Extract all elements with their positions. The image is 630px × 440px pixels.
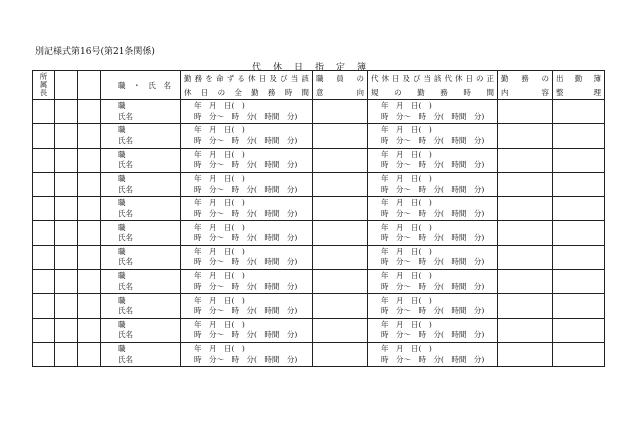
- header-shozokucho: [33, 71, 55, 100]
- shoku-label: 職: [118, 271, 126, 281]
- kinmu-cell[interactable]: [181, 124, 313, 148]
- header-shozokucho-label: 所 属 長: [39, 72, 48, 97]
- header-seiri-line2: 整 理: [556, 87, 601, 97]
- shokushimei-cell[interactable]: [101, 172, 181, 196]
- shimei-label: 氏名: [118, 208, 133, 218]
- shimei-label: 氏名: [118, 160, 133, 170]
- kinmu-time: 時 分～ 時 分( 時間 分): [194, 135, 298, 145]
- shoku-label: 職: [118, 198, 126, 208]
- header-blank-1: [55, 71, 78, 100]
- naiyou-cell[interactable]: [498, 148, 553, 172]
- shozokucho-cell[interactable]: [33, 342, 55, 366]
- header-shokushimei-label: 職 ・ 氏 名: [118, 80, 171, 90]
- shokushimei-cell[interactable]: [101, 245, 181, 269]
- shokushimei-cell[interactable]: [101, 294, 181, 318]
- shokushimei-cell[interactable]: [101, 100, 181, 124]
- table-row: [33, 172, 605, 196]
- header-seiri-line1: 出 勤 簿: [556, 73, 601, 83]
- kinmu-time: 時 分～ 時 分( 時間 分): [194, 281, 298, 291]
- kinmu-date: 年 月 日( ): [194, 222, 245, 232]
- shozokucho-cell[interactable]: [33, 245, 55, 269]
- seiri-cell[interactable]: [553, 100, 605, 124]
- shozokucho-cell[interactable]: [33, 318, 55, 342]
- kinmu-date: 年 月 日( ): [194, 344, 245, 354]
- daikyu-cell[interactable]: [368, 318, 498, 342]
- table-row: [33, 221, 605, 245]
- shimei-label: 氏名: [118, 281, 133, 291]
- shimei-label: 氏名: [118, 135, 133, 145]
- kinmu-time: 時 分～ 時 分( 時間 分): [194, 233, 298, 243]
- daikyu-date: 年 月 日( ): [381, 344, 432, 354]
- shoku-label: 職: [118, 246, 126, 256]
- daikyu-date: 年 月 日( ): [381, 101, 432, 111]
- kinmu-date: 年 月 日( ): [194, 174, 245, 184]
- kinmu-date: 年 月 日( ): [194, 198, 245, 208]
- blank-cell-2[interactable]: [78, 148, 101, 172]
- kinmu-date: 年 月 日( ): [194, 271, 245, 281]
- header-naiyou-line2: 内 容: [501, 87, 549, 97]
- kinmu-time: 時 分～ 時 分( 時間 分): [194, 330, 298, 340]
- blank-cell-2[interactable]: [78, 318, 101, 342]
- blank-cell-2[interactable]: [78, 342, 101, 366]
- blank-cell-1[interactable]: [55, 318, 78, 342]
- ikou-cell[interactable]: [313, 148, 368, 172]
- ikou-cell[interactable]: [313, 294, 368, 318]
- ikou-cell[interactable]: [313, 245, 368, 269]
- kinmu-date: 年 月 日( ): [194, 101, 245, 111]
- seiri-cell[interactable]: [553, 270, 605, 294]
- shimei-label: 氏名: [118, 233, 133, 243]
- daikyu-cell[interactable]: [368, 197, 498, 221]
- table-row: [33, 318, 605, 342]
- blank-cell-2[interactable]: [78, 270, 101, 294]
- shokushimei-cell[interactable]: [101, 221, 181, 245]
- seiri-cell[interactable]: [553, 294, 605, 318]
- ikou-cell[interactable]: [313, 270, 368, 294]
- blank-cell-2[interactable]: [78, 100, 101, 124]
- table-row: [33, 270, 605, 294]
- daikyu-time: 時 分～ 時 分( 時間 分): [381, 306, 485, 316]
- shokushimei-cell[interactable]: [101, 342, 181, 366]
- daikyu-time: 時 分～ 時 分( 時間 分): [381, 184, 485, 194]
- daikyu-date: 年 月 日( ): [381, 246, 432, 256]
- shoku-label: 職: [118, 174, 126, 184]
- shozokucho-cell[interactable]: [33, 197, 55, 221]
- header-naiyou-line1: 勤 務 の: [501, 73, 549, 83]
- seiri-cell[interactable]: [553, 245, 605, 269]
- shimei-label: 氏名: [118, 184, 133, 194]
- seiri-cell[interactable]: [553, 124, 605, 148]
- header-naiyou: [498, 71, 553, 100]
- header-ikou: [313, 71, 368, 100]
- daikyu-cell[interactable]: [368, 294, 498, 318]
- shimei-label: 氏名: [118, 330, 133, 340]
- header-daikyu-line1: 代 休 日 及 び 当 該 代 休 日 の 正: [371, 73, 494, 83]
- header-daikyu: [368, 71, 498, 100]
- shimei-label: 氏名: [118, 354, 133, 364]
- daikyu-date: 年 月 日( ): [381, 222, 432, 232]
- ikou-cell[interactable]: [313, 221, 368, 245]
- blank-cell-2[interactable]: [78, 197, 101, 221]
- table-header-row: [33, 71, 605, 100]
- daikyu-cell[interactable]: [368, 245, 498, 269]
- shokushimei-cell[interactable]: [101, 197, 181, 221]
- blank-cell-2[interactable]: [78, 294, 101, 318]
- daikyu-date: 年 月 日( ): [381, 174, 432, 184]
- shozokucho-cell[interactable]: [33, 124, 55, 148]
- shoku-label: 職: [118, 222, 126, 232]
- header-ikou-line2: 意 向: [316, 87, 364, 97]
- shoku-label: 職: [118, 295, 126, 305]
- blank-cell-1[interactable]: [55, 342, 78, 366]
- kinmu-date: 年 月 日( ): [194, 125, 245, 135]
- daikyu-table: [32, 70, 605, 367]
- header-shokushimei: [101, 71, 181, 100]
- daikyu-date: 年 月 日( ): [381, 271, 432, 281]
- shokushimei-cell[interactable]: [101, 270, 181, 294]
- naiyou-cell[interactable]: [498, 342, 553, 366]
- shokushimei-cell[interactable]: [101, 124, 181, 148]
- kinmu-time: 時 分～ 時 分( 時間 分): [194, 184, 298, 194]
- daikyu-time: 時 分～ 時 分( 時間 分): [381, 111, 485, 121]
- daikyu-date: 年 月 日( ): [381, 149, 432, 159]
- kinmu-time: 時 分～ 時 分( 時間 分): [194, 354, 298, 364]
- naiyou-cell[interactable]: [498, 197, 553, 221]
- daikyu-time: 時 分～ 時 分( 時間 分): [381, 257, 485, 267]
- kinmu-cell[interactable]: [181, 342, 313, 366]
- table-row: [33, 342, 605, 366]
- blank-cell-1[interactable]: [55, 270, 78, 294]
- daikyu-time: 時 分～ 時 分( 時間 分): [381, 330, 485, 340]
- ikou-cell[interactable]: [313, 124, 368, 148]
- kinmu-cell[interactable]: [181, 100, 313, 124]
- seiri-cell[interactable]: [553, 148, 605, 172]
- shimei-label: 氏名: [118, 257, 133, 267]
- daikyu-cell[interactable]: [368, 221, 498, 245]
- kinmu-time: 時 分～ 時 分( 時間 分): [194, 257, 298, 267]
- kinmu-cell[interactable]: [181, 318, 313, 342]
- shozokucho-cell[interactable]: [33, 100, 55, 124]
- ikou-cell[interactable]: [313, 318, 368, 342]
- blank-cell-1[interactable]: [55, 245, 78, 269]
- daikyu-cell[interactable]: [368, 148, 498, 172]
- shoku-label: 職: [118, 149, 126, 159]
- ikou-cell[interactable]: [313, 100, 368, 124]
- naiyou-cell[interactable]: [498, 100, 553, 124]
- kinmu-time: 時 分～ 時 分( 時間 分): [194, 160, 298, 170]
- daikyu-date: 年 月 日( ): [381, 319, 432, 329]
- header-seiri: [553, 71, 605, 100]
- daikyu-time: 時 分～ 時 分( 時間 分): [381, 160, 485, 170]
- header-ikou-line1: 職 員 の: [316, 73, 364, 83]
- daikyu-cell[interactable]: [368, 172, 498, 196]
- blank-cell-1[interactable]: [55, 197, 78, 221]
- shoku-label: 職: [118, 319, 126, 329]
- form-caption: 別記様式第16号(第21条関係): [35, 47, 155, 57]
- daikyu-cell[interactable]: [368, 270, 498, 294]
- header-kinmu-line2: 休 日 の 全 勤 務 時 間: [184, 87, 309, 97]
- blank-cell-2[interactable]: [78, 172, 101, 196]
- kinmu-cell[interactable]: [181, 270, 313, 294]
- shimei-label: 氏名: [118, 111, 133, 121]
- ikou-cell[interactable]: [313, 197, 368, 221]
- blank-cell-2[interactable]: [78, 124, 101, 148]
- kinmu-time: 時 分～ 時 分( 時間 分): [194, 208, 298, 218]
- blank-cell-1[interactable]: [55, 100, 78, 124]
- shimei-label: 氏名: [118, 306, 133, 316]
- naiyou-cell[interactable]: [498, 270, 553, 294]
- daikyu-date: 年 月 日( ): [381, 198, 432, 208]
- shozokucho-cell[interactable]: [33, 172, 55, 196]
- ikou-cell[interactable]: [313, 172, 368, 196]
- daikyu-time: 時 分～ 時 分( 時間 分): [381, 208, 485, 218]
- blank-cell-1[interactable]: [55, 221, 78, 245]
- shoku-label: 職: [118, 125, 126, 135]
- header-kinmu-line1: 勤 務 を 命 ず る 休 日 及 び 当 該: [184, 73, 309, 83]
- daikyu-cell[interactable]: [368, 100, 498, 124]
- daikyu-date: 年 月 日( ): [381, 295, 432, 305]
- shoku-label: 職: [118, 101, 126, 111]
- kinmu-date: 年 月 日( ): [194, 246, 245, 256]
- shokushimei-cell[interactable]: [101, 148, 181, 172]
- daikyu-date: 年 月 日( ): [381, 125, 432, 135]
- kinmu-date: 年 月 日( ): [194, 319, 245, 329]
- kinmu-cell[interactable]: [181, 197, 313, 221]
- kinmu-cell[interactable]: [181, 245, 313, 269]
- seiri-cell[interactable]: [553, 221, 605, 245]
- kinmu-cell[interactable]: [181, 172, 313, 196]
- header-daikyu-line2: 規 の 勤 務 時 間: [371, 87, 494, 97]
- shozokucho-cell[interactable]: [33, 270, 55, 294]
- seiri-cell[interactable]: [553, 342, 605, 366]
- seiri-cell[interactable]: [553, 318, 605, 342]
- naiyou-cell[interactable]: [498, 172, 553, 196]
- shozokucho-cell[interactable]: [33, 221, 55, 245]
- blank-cell-1[interactable]: [55, 294, 78, 318]
- kinmu-date: 年 月 日( ): [194, 295, 245, 305]
- table-row: [33, 124, 605, 148]
- shoku-label: 職: [118, 344, 126, 354]
- naiyou-cell[interactable]: [498, 245, 553, 269]
- naiyou-cell[interactable]: [498, 318, 553, 342]
- shozokucho-cell[interactable]: [33, 294, 55, 318]
- ikou-cell[interactable]: [313, 342, 368, 366]
- daikyu-time: 時 分～ 時 分( 時間 分): [381, 233, 485, 243]
- daikyu-cell[interactable]: [368, 124, 498, 148]
- table-row: [33, 148, 605, 172]
- kinmu-cell[interactable]: [181, 148, 313, 172]
- blank-cell-1[interactable]: [55, 124, 78, 148]
- kinmu-cell[interactable]: [181, 294, 313, 318]
- table-row: [33, 294, 605, 318]
- daikyu-cell[interactable]: [368, 342, 498, 366]
- daikyu-time: 時 分～ 時 分( 時間 分): [381, 354, 485, 364]
- blank-cell-2[interactable]: [78, 245, 101, 269]
- naiyou-cell[interactable]: [498, 124, 553, 148]
- naiyou-cell[interactable]: [498, 221, 553, 245]
- daikyu-time: 時 分～ 時 分( 時間 分): [381, 281, 485, 291]
- table-row: [33, 100, 605, 124]
- seiri-cell[interactable]: [553, 172, 605, 196]
- kinmu-date: 年 月 日( ): [194, 149, 245, 159]
- blank-cell-1[interactable]: [55, 148, 78, 172]
- naiyou-cell[interactable]: [498, 294, 553, 318]
- daikyu-time: 時 分～ 時 分( 時間 分): [381, 135, 485, 145]
- kinmu-time: 時 分～ 時 分( 時間 分): [194, 306, 298, 316]
- form-title: 代休日指定簿: [251, 63, 378, 73]
- table-row: [33, 197, 605, 221]
- kinmu-cell[interactable]: [181, 221, 313, 245]
- shokushimei-cell[interactable]: [101, 318, 181, 342]
- seiri-cell[interactable]: [553, 197, 605, 221]
- kinmu-time: 時 分～ 時 分( 時間 分): [194, 111, 298, 121]
- shozokucho-cell[interactable]: [33, 148, 55, 172]
- table-row: [33, 245, 605, 269]
- header-blank-2: [78, 71, 101, 100]
- blank-cell-1[interactable]: [55, 172, 78, 196]
- blank-cell-2[interactable]: [78, 221, 101, 245]
- header-kinmu: [181, 71, 313, 100]
